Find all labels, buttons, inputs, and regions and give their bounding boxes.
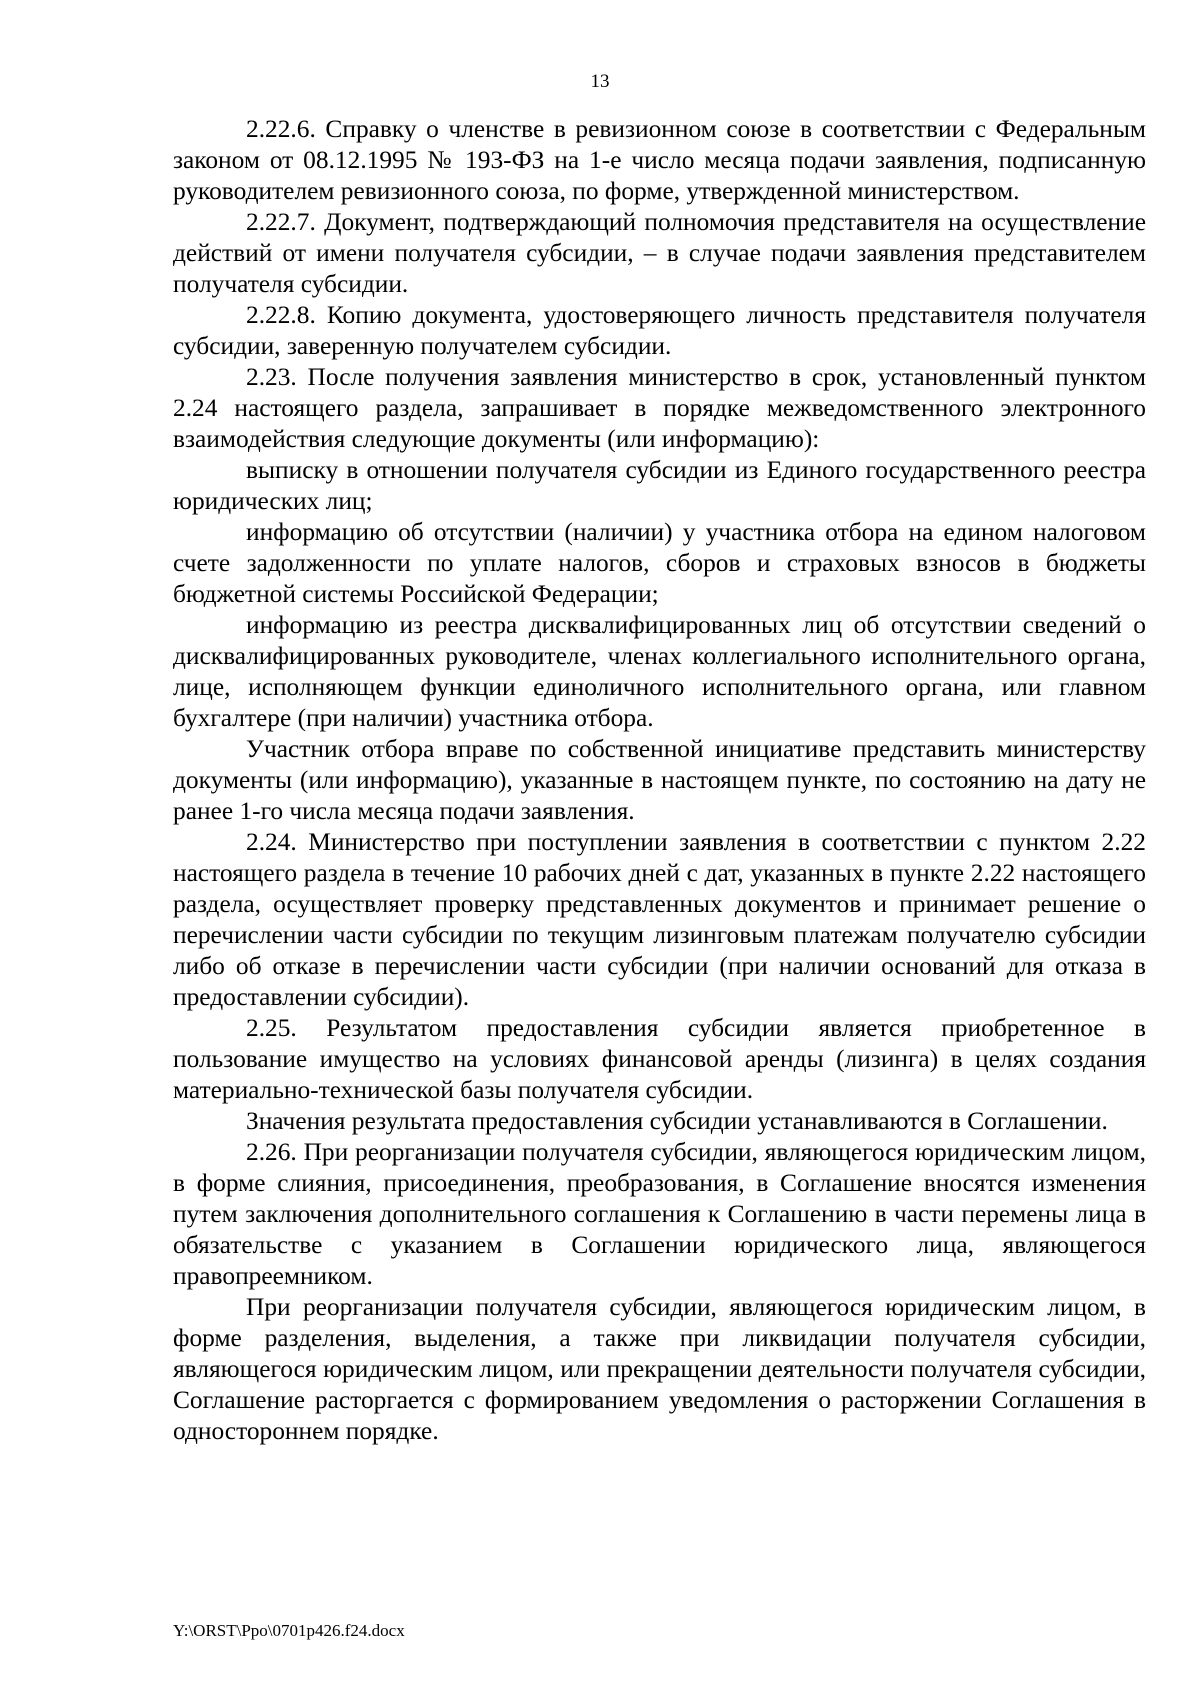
- paragraph: 2.22.6. Справку о членстве в ревизионном союзе в соответствии с Федеральным законом от 08.12.1995 № 193-ФЗ на 1-е число месяца подачи заявления, подписанную руководителем ревизионного союза, по форме, утвержденной министерством.: [173, 115, 1146, 205]
- paragraph: выписку в отношении получателя субсидии из Единого государственного реестра юридических лиц;: [173, 456, 1146, 515]
- paragraph: 2.24. Министерство при поступлении заявления в соответствии с пунктом 2.22 настоящего раздела в течение 10 рабочих дней с дат, указанных в пункте 2.22 настоящего раздела, осуществляет проверку представленных документов и принимает решение о перечислении части субсидии по текущим лизинговым платежам получателю субсидии либо об отказе в перечислении части субсидии (при наличии оснований для отказа в предоставлении субсидии).: [173, 828, 1146, 1011]
- paragraph: При реорганизации получателя субсидии, являющегося юридическим лицом, в форме разделения, выделения, а также при ликвидации получателя субсидии, являющегося юридическим лицом, или прекращении деятельности получателя субсидии, Соглашение расторгается с формированием уведомления о расторжении Соглашения в одностороннем порядке.: [173, 1293, 1146, 1445]
- paragraph: 2.23. После получения заявления министерство в срок, установленный пунктом 2.24 настоящего раздела, запрашивает в порядке межведомственного электронного взаимодействия следующие документы (или информацию):: [173, 363, 1146, 453]
- paragraph: Значения результата предоставления субсидии устанавливаются в Соглашении.: [246, 1107, 1108, 1135]
- paragraph: 2.26. При реорганизации получателя субсидии, являющегося юридическим лицом, в форме слияния, присоединения, преобразования, в Соглашение вносятся изменения путем заключения дополнительного соглашения к Соглашению в части перемены лица в обязательстве с указанием в Соглашении юридического лица, являющегося правопреемником.: [173, 1138, 1146, 1290]
- paragraph: 2.22.8. Копию документа, удостоверяющего личность представителя получателя субсидии, заверенную получателем субсидии.: [173, 301, 1146, 360]
- document-body: [173, 114, 1146, 1447]
- page-number: 13: [590, 71, 610, 92]
- footer-file-path: Y:\ORST\Ppo\0701p426.f24.docx: [173, 1621, 405, 1640]
- paragraph: Участник отбора вправе по собственной инициативе представить министерству документы (или информацию), указанные в настоящем пункте, по состоянию на дату не ранее 1-го числа месяца подачи заявления.: [173, 735, 1146, 825]
- paragraph: 2.22.7. Документ, подтверждающий полномочия представителя на осуществление действий от имени получателя субсидии, – в случае подачи заявления представителем получателя субсидии.: [173, 208, 1146, 298]
- paragraph: информацию из реестра дисквалифицированных лиц об отсутствии сведений о дисквалифицированных руководителе, членах коллегиального исполнительного органа, лице, исполняющем функции единоличного исполнительного органа, или главном бухгалтере (при наличии) участника отбора.: [173, 611, 1146, 732]
- paragraph: информацию об отсутствии (наличии) у участника отбора на едином налоговом счете задолженности по уплате налогов, сборов и страховых взносов в бюджеты бюджетной системы Российской Федерации;: [173, 518, 1146, 608]
- paragraph: 2.25. Результатом предоставления субсидии является приобретенное в пользование имущество на условиях финансовой аренды (лизинга) в целях создания материально-технической базы получателя субсидии.: [173, 1014, 1146, 1104]
